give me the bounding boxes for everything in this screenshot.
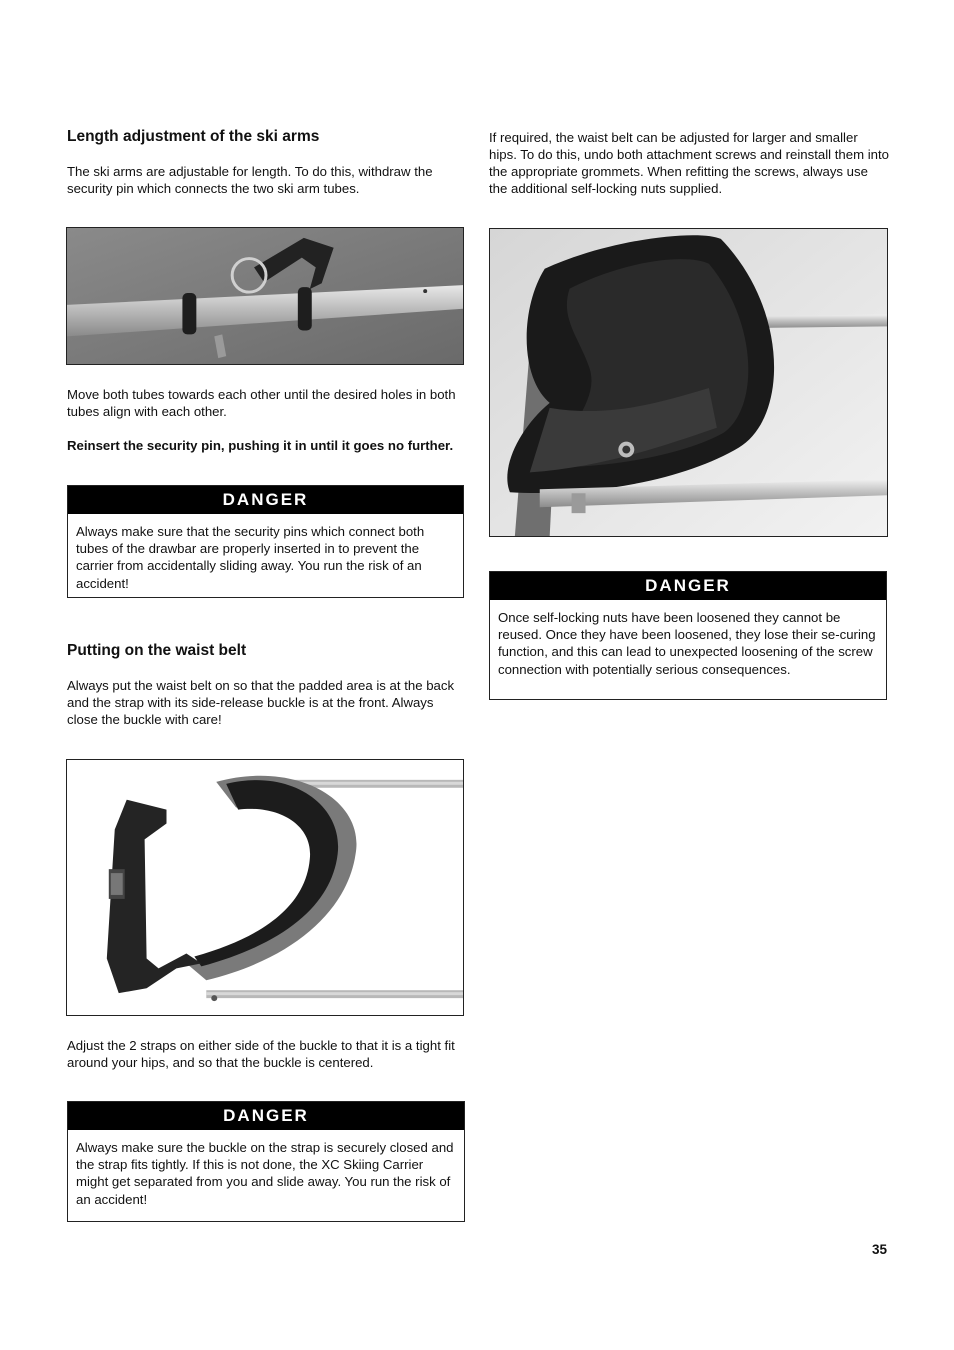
danger-box-self-locking-nuts xyxy=(489,571,887,700)
paragraph-waist-belt-resize: If required, the waist belt can be adjusted for larger and smaller hips. To do this, undo both attachment screws and reinstall them into the appropriate grommets. When refitting the screws, always use the additional self-locking nuts supplied. xyxy=(489,130,890,196)
danger-text: Always make sure the buckle on the strap is securely closed and the strap fits tightly. If this is not done, the XC Skiing Carrier might get separated from you and slide away. You run the risk of an accident! xyxy=(76,1140,454,1207)
paragraph-ski-arms-adjustable: The ski arms are adjustable for length. To do this, withdraw the security pin which connects the two ski arm tubes. xyxy=(67,164,433,196)
paragraph-waist-belt-orientation: Always put the waist belt on so that the padded area is at the back and the strap with its side-release buckle is at the front. Always close the buckle with care! xyxy=(67,678,455,727)
paragraph-adjust-straps: Adjust the 2 straps on either side of the buckle to that it is a tight fit around your hips, and so that the buckle is centered. xyxy=(67,1038,455,1070)
danger-title: DANGER xyxy=(68,1102,464,1130)
danger-box-security-pins xyxy=(67,485,464,598)
photo-waist-belt-closeup xyxy=(489,228,888,537)
danger-box-buckle xyxy=(67,1101,465,1222)
heading-waist-belt: Putting on the waist belt xyxy=(67,642,247,659)
photo-waist-belt-on-arms xyxy=(66,759,464,1016)
danger-text: Always make sure that the security pins which connect both tubes of the drawbar are properly inserted in to prevent the carrier from accidentally sliding away. You run the risk of an accident! xyxy=(76,524,425,591)
paragraph-move-tubes: Move both tubes towards each other until the desired holes in both tubes align with each other. xyxy=(67,387,456,419)
danger-title: DANGER xyxy=(68,486,463,514)
heading-ski-arm-length: Length adjustment of the ski arms xyxy=(67,128,320,145)
photo-ski-arm-tubes xyxy=(66,227,464,365)
paragraph-reinsert-pin: Reinsert the security pin, pushing it in until it goes no further. xyxy=(67,438,454,453)
danger-title: DANGER xyxy=(490,572,886,600)
page-number: 35 xyxy=(871,1242,887,1257)
danger-text: Once self-locking nuts have been loosened they cannot be reused. Once they have been loosened, they lose their se-curing function, and this can lead to unexpected loosening of the screw connection with potentially serious consequences. xyxy=(498,610,876,677)
